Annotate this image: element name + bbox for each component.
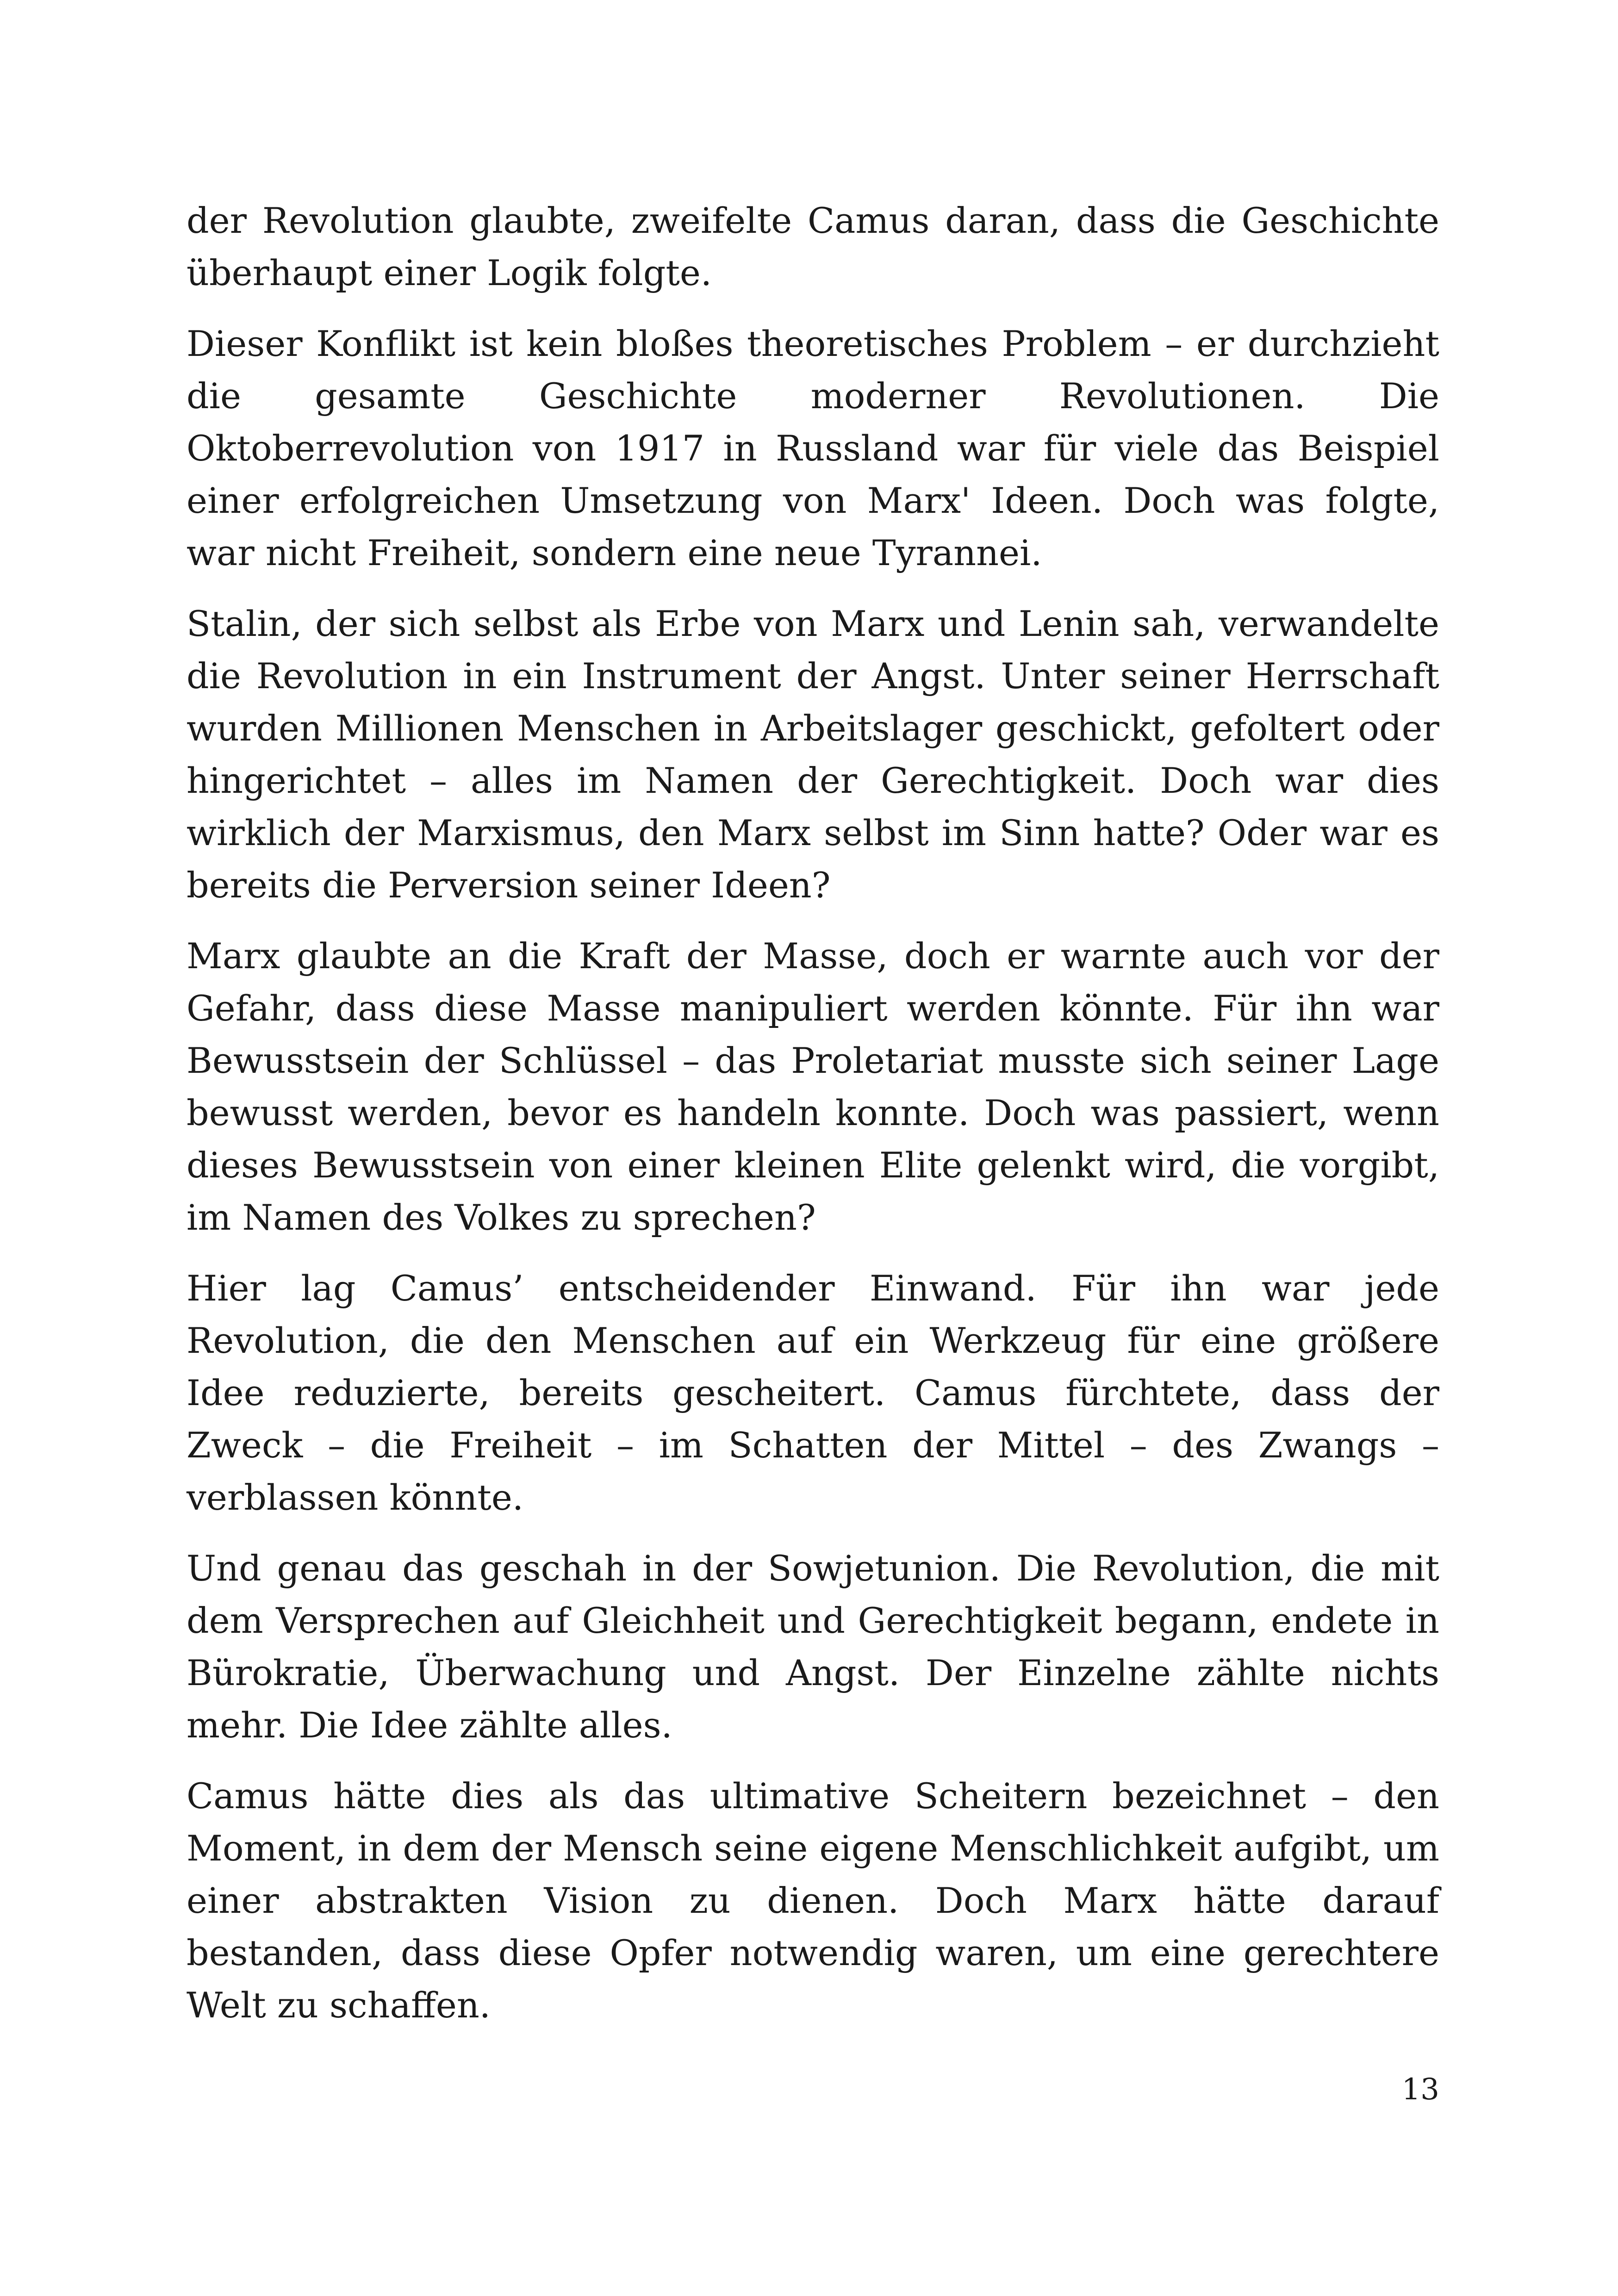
paragraph-2: Dieser Konflikt ist kein bloßes theoretisches Problem – er durchzieht die gesamte Geschichte moderner Revolutionen. Die Oktoberrevolution von 1917 in Russland war für viele das Beispiel einer erfolgreichen Umsetzung von Marx' Ideen. Doch was folgte, war nicht Freiheit, sondern eine neue Tyrannei. <box>187 323 1439 573</box>
paragraph-7: Camus hätte dies als das ultimative Scheitern bezeichnet – den Moment, in dem der Mensch seine eigene Menschlichkeit aufgibt, um einer abstrakten Vision zu dienen. Doch Marx hätte darauf bestanden, dass diese Opfer notwendig waren, um eine gerechtere Welt zu schaffen. <box>187 1775 1439 2026</box>
paragraph-5: Hier lag Camus’ entscheidender Einwand. Für ihn war jede Revolution, die den Menschen auf ein Werkzeug für eine größere Idee reduzierte, bereits gescheitert. Camus fürchtete, dass der Zweck – die Freiheit – im Schatten der Mittel – des Zwangs – verblassen könnte. <box>187 1268 1439 1518</box>
paragraph-4: Marx glaubte an die Kraft der Masse, doch er warnte auch vor der Gefahr, dass diese Masse manipuliert werden könnte. Für ihn war Bewusstsein der Schlüssel – das Proletariat musste sich seiner Lage bewusst werden, bevor es handeln konnte. Doch was passiert, wenn dieses Bewusstsein von einer kleinen Elite gelenkt wird, die vorgibt, im Namen des Volkes zu sprechen? <box>187 935 1439 1238</box>
page-number: 13 <box>1401 2072 1439 2107</box>
paragraph-3: Stalin, der sich selbst als Erbe von Marx und Lenin sah, verwandelte die Revolution in ein Instrument der Angst. Unter seiner Herrschaft wurden Millionen Menschen in Arbeitslager geschickt, gefoltert oder hingerichtet – alles im Namen der Gerechtigkeit. Doch war dies wirklich der Marxismus, den Marx selbst im Sinn hatte? Oder war es bereits die Perversion seiner Ideen? <box>187 603 1439 906</box>
paragraph-6: Und genau das geschah in der Sowjetunion. Die Revolution, die mit dem Versprechen auf Gleichheit und Gerechtigkeit begann, endete in Bürokratie, Überwachung und Angst. Der Einzelne zählte nichts mehr. Die Idee zählte alles. <box>187 1548 1439 1746</box>
body-text <box>187 194 1439 2050</box>
paragraph-1: der Revolution glaubte, zweifelte Camus daran, dass die Geschichte überhaupt einer Logik folgte. <box>187 200 1439 293</box>
